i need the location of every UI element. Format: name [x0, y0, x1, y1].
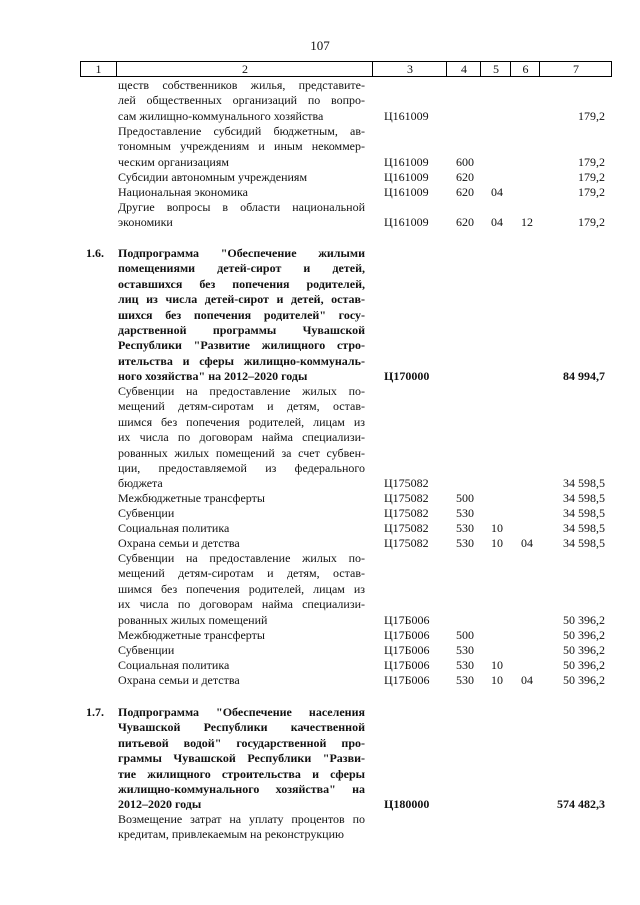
description-line: Подпрограмма "Обеспечение жилыми: [118, 246, 365, 260]
header-col-2: 2: [116, 62, 373, 76]
description-line: граммы Чувашской Республики "Разви-: [118, 751, 365, 766]
amount-cell: 179,2: [578, 185, 605, 199]
code-cell: Ц17Б006: [384, 612, 430, 627]
amount-cell: 50 396,2: [563, 643, 605, 657]
subprogram-title: [118, 705, 365, 813]
description-line: 2012–2020 годы: [118, 797, 202, 812]
amount-cell: 84 994,7: [563, 369, 605, 384]
amount-cell: 179,2: [578, 108, 605, 123]
description-line: Охрана семьи и детства: [118, 536, 240, 550]
amount-cell: 34 598,5: [563, 506, 605, 520]
description-line: ческим организациям: [118, 154, 229, 169]
header-col-6: 6: [510, 62, 540, 76]
description-line: тономным учреждениям и иным некоммер-: [118, 139, 365, 154]
description-line: лиц из числа детей-сирот и детей, остав-: [118, 292, 365, 307]
group-cell: 530: [456, 521, 474, 535]
amount-cell: 179,2: [578, 215, 605, 230]
row-description: [118, 536, 365, 551]
code-cell: Ц161009: [384, 185, 429, 199]
subsection-cell: 04: [521, 536, 533, 550]
amount-cell: 50 396,2: [563, 628, 605, 642]
row-description: [118, 491, 365, 506]
amount-cell: 34 598,5: [563, 536, 605, 550]
description-line: мещений детям-сиротам и детям, остав-: [118, 566, 365, 581]
code-cell: Ц175082: [384, 476, 429, 491]
group-cell: 500: [456, 628, 474, 642]
description-line: дарственной программы Чувашской: [118, 323, 365, 338]
section-cell: 04: [491, 185, 503, 199]
code-cell: Ц175082: [384, 506, 429, 520]
row-description: [118, 812, 365, 843]
group-cell: 620: [456, 170, 474, 184]
description-line: Субвенции на предоставление жилых по-: [118, 384, 365, 398]
row-description: [118, 658, 365, 673]
description-line: ительства и сферы жилищно-коммуналь-: [118, 353, 365, 368]
description-line: ции, предоставляемой из федерального: [118, 461, 365, 476]
row-description: [118, 124, 365, 170]
description-line: бюджета: [118, 476, 163, 491]
description-line: Чувашской Республики качественной: [118, 720, 365, 735]
header-col-4: 4: [446, 62, 481, 76]
description-line: Другие вопросы в области национальной: [118, 200, 365, 214]
subprogram-title: [118, 246, 365, 385]
header-col-1: 1: [95, 62, 102, 76]
description-line: Охрана семьи и детства: [118, 673, 240, 687]
row-description: [118, 521, 365, 536]
description-line: Возмещение затрат на уплату процентов по: [118, 812, 365, 826]
group-cell: 530: [456, 643, 474, 657]
group-cell: 530: [456, 536, 474, 550]
description-line: Субсидии автономным учреждениям: [118, 170, 308, 184]
description-line: оставшихся без попечения родителей,: [118, 276, 365, 291]
row-description: [118, 628, 365, 643]
row-description: [118, 384, 365, 492]
row-description: [118, 506, 365, 521]
description-line: Предоставление субсидий бюджетным, ав-: [118, 124, 365, 138]
section-number: 1.7.: [86, 705, 104, 719]
description-line: экономики: [118, 215, 173, 230]
amount-cell: 179,2: [578, 170, 605, 184]
group-cell: 530: [456, 506, 474, 520]
description-line: рованных жилых помещений: [118, 612, 268, 627]
description-line: рованных жилых помещений за счет субвен-: [118, 445, 365, 460]
amount-cell: 50 396,2: [563, 673, 605, 687]
code-cell: Ц17Б006: [384, 673, 430, 687]
group-cell: 530: [456, 673, 474, 687]
description-line: Субвенции на предоставление жилых по-: [118, 551, 365, 565]
code-cell: Ц161009: [384, 108, 429, 123]
amount-cell: 50 396,2: [563, 612, 605, 627]
section-cell: 10: [491, 536, 503, 550]
code-cell: Ц17Б006: [384, 628, 430, 642]
row-description: [118, 78, 365, 124]
group-cell: 500: [456, 491, 474, 505]
row-description: [118, 200, 365, 231]
code-cell: Ц161009: [384, 215, 429, 230]
description-line: Республики "Развитие жилищного стро-: [118, 338, 365, 353]
amount-cell: 179,2: [578, 154, 605, 169]
description-line: Подпрограмма "Обеспечение населения: [118, 705, 365, 719]
code-cell: Ц175082: [384, 491, 429, 505]
description-line: ществ собственников жилья, представите-: [118, 78, 365, 92]
row-description: [118, 643, 365, 658]
description-line: шимся без попечения родителей, лицам из: [118, 414, 365, 429]
row-description: [118, 185, 365, 200]
code-cell: Ц170000: [384, 369, 430, 384]
description-line: Социальная политика: [118, 658, 230, 672]
description-line: мещений детям-сиротам и детям, остав-: [118, 399, 365, 414]
row-description: [118, 170, 365, 185]
description-line: их числа по договорам найма специализи-: [118, 430, 365, 445]
description-line: жилищно-коммунального хозяйства" на: [118, 782, 365, 797]
description-line: сам жилищно-коммунального хозяйства: [118, 108, 324, 123]
description-line: Межбюджетные трансферты: [118, 491, 265, 505]
description-line: шимся без попечения родителей, лицам из: [118, 581, 365, 596]
group-cell: 530: [456, 658, 474, 672]
code-cell: Ц175082: [384, 536, 429, 550]
description-line: Субвенции: [118, 643, 175, 657]
description-line: питьевой водой" государственной про-: [118, 735, 365, 750]
page-number: 107: [310, 38, 330, 53]
header-col-7: 7: [539, 62, 612, 76]
amount-cell: 34 598,5: [563, 476, 605, 491]
description-line: кредитам, привлекаемым на реконструкцию: [118, 827, 344, 842]
section-cell: 10: [491, 673, 503, 687]
code-cell: Ц161009: [384, 154, 429, 169]
description-line: Социальная политика: [118, 521, 230, 535]
description-line: Межбюджетные трансферты: [118, 628, 265, 642]
table-header: [80, 61, 612, 77]
description-line: помещениями детей-сирот и детей,: [118, 261, 365, 276]
description-line: ного хозяйства" на 2012–2020 годы: [118, 369, 308, 384]
section-cell: 10: [491, 658, 503, 672]
subsection-cell: 04: [521, 673, 533, 687]
group-cell: 600: [456, 154, 474, 169]
amount-cell: 50 396,2: [563, 658, 605, 672]
section-cell: 10: [491, 521, 503, 535]
subsection-cell: 12: [521, 215, 533, 230]
code-cell: Ц180000: [384, 797, 430, 812]
code-cell: Ц161009: [384, 170, 429, 184]
amount-cell: 34 598,5: [563, 521, 605, 535]
code-cell: Ц17Б006: [384, 643, 430, 657]
amount-cell: 34 598,5: [563, 491, 605, 505]
amount-cell: 574 482,3: [557, 797, 605, 812]
section-number: 1.6.: [86, 246, 104, 260]
description-line: лей общественных организаций по вопро-: [118, 93, 365, 108]
group-cell: 620: [456, 185, 474, 199]
header-col-3: 3: [372, 62, 447, 76]
description-line: шихся без попечения родителей" госу-: [118, 307, 365, 322]
row-description: [118, 673, 365, 688]
description-line: Субвенции: [118, 506, 175, 520]
row-description: [118, 551, 365, 628]
description-line: их числа по договорам найма специализи-: [118, 597, 365, 612]
description-line: тие жилищного строительства и сферы: [118, 766, 365, 781]
code-cell: Ц175082: [384, 521, 429, 535]
header-col-5: 5: [480, 62, 511, 76]
description-line: Национальная экономика: [118, 185, 248, 199]
group-cell: 620: [456, 215, 474, 230]
code-cell: Ц17Б006: [384, 658, 430, 672]
section-cell: 04: [491, 215, 503, 230]
